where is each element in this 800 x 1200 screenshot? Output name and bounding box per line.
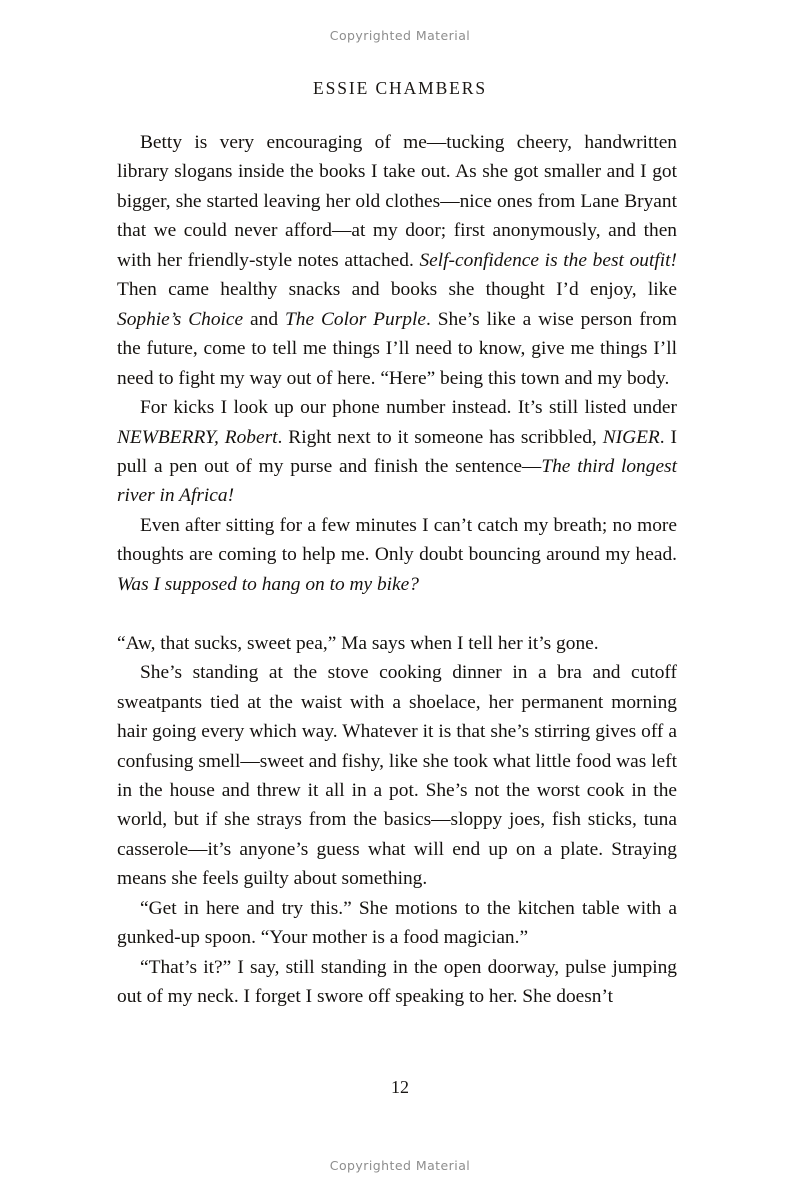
text-run: . Right next to it someone has scribbled, (277, 426, 603, 448)
copyrighted-material-watermark-bottom: Copyrighted Material (329, 1158, 471, 1173)
paragraph (117, 511, 677, 599)
italic-run: The third longest river in Africa! (117, 455, 677, 507)
text-run: “Get in here and try this.” She motions to the kitchen table with a gunked-up spoon. “Your mother is a food magician.” (117, 897, 677, 949)
body-text-block (117, 128, 677, 1012)
paragraph (117, 658, 677, 894)
text-run: . She’s like a wise person from the future, come to tell me things I’ll need to know, give me things I’ll need to fight my way out of here. “Here” being this town and my body. (117, 308, 677, 389)
paragraph (117, 953, 677, 1012)
text-run: “That’s it?” I say, still standing in the open doorway, pulse jumping out of my neck. I forget I swore off speaking to her. She doesn’t (117, 956, 677, 1008)
text-run: and (243, 308, 285, 330)
text-run: Then came healthy snacks and books she thought I’d enjoy, like (117, 279, 677, 301)
italic-run: Sophie’s Choice (117, 308, 244, 330)
text-run: Even after sitting for a few minutes I can’t catch my breath; no more thoughts are coming to help me. Only doubt bouncing around my head. (117, 514, 677, 566)
italic-run: NIGER (602, 426, 660, 448)
italic-run: Was I supposed to hang on to my bike? (117, 573, 419, 595)
italic-run: The Color Purple (284, 308, 426, 330)
text-run: “Aw, that sucks, sweet pea,” Ma says when I tell her it’s gone. (117, 632, 599, 654)
copyrighted-material-watermark-top: Copyrighted Material (329, 28, 471, 43)
italic-run: NEWBERRY, Robert (117, 426, 278, 448)
text-run: . I pull a pen out of my purse and finish the sentence— (117, 426, 677, 477)
text-run: Betty is very encouraging of me—tucking cheery, handwritten library slogans inside the books I take out. As she got smaller and I got bigger, she started leaving her old clothes—nice ones from Lane Bryant that we could never afford—at my door; first anonymously, and then with her friendly-style notes attached. (117, 132, 677, 271)
paragraph (117, 629, 677, 658)
paragraph (117, 393, 677, 511)
paragraph (117, 894, 677, 953)
italic-run: Self-confidence is the best outfit! (419, 249, 677, 271)
running-head-author: ESSIE CHAMBERS (313, 78, 487, 98)
paragraph (117, 128, 677, 393)
text-run: She’s standing at the stove cooking dinner in a bra and cutoff sweatpants tied at the waist with a shoelace, her permanent morning hair going every which way. Whatever it is that she’s stirring gives off a confusing smell—sweet and fishy, like she took what little food was left in the house and threw it all in a pot. She’s not the worst cook in the world, but if she strays from the basics—sloppy joes, fish sticks, tuna casserole—it’s anyone’s guess what will end up on a plate. Straying means she feels guilty about something. (117, 662, 677, 890)
text-run: For kicks I look up our phone number instead. It’s still listed under (140, 397, 677, 419)
page-number-folio: 12 (391, 1077, 409, 1097)
